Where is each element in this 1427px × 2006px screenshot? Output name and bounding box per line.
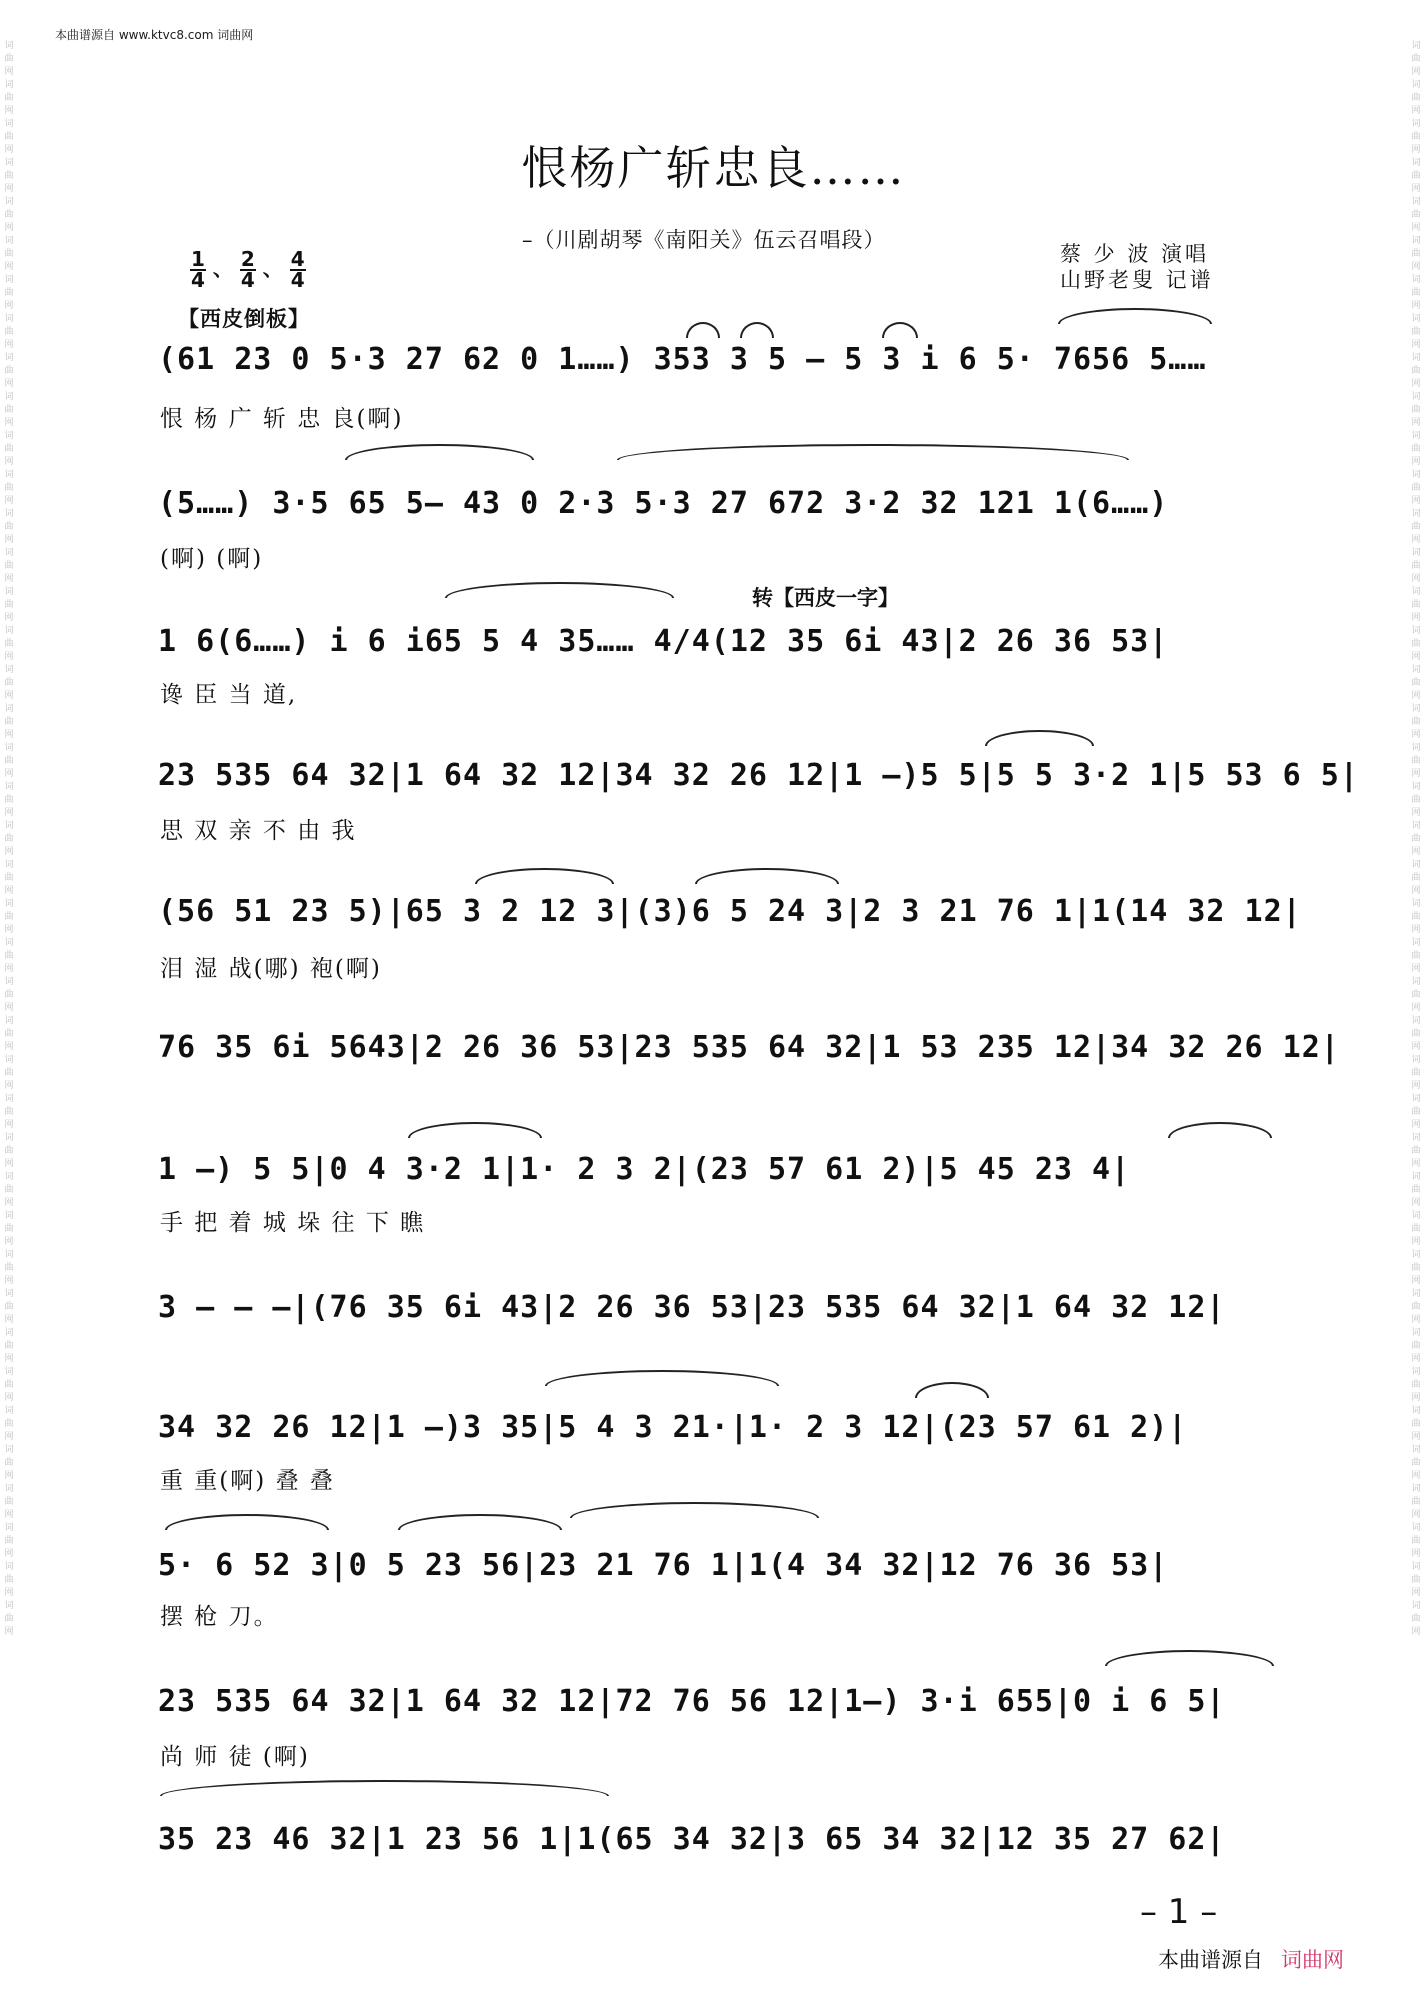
- slur: [1105, 1650, 1274, 1666]
- lyric-line-2: (啊) (啊): [160, 546, 264, 572]
- notation-line-6: 76 35 6i 5643|2 26 36 53|23 535 64 32|1 53 235 12|34 32 26 12|: [158, 1030, 1340, 1065]
- notation-line-1: (61 23 0 5·3 27 62 0 1……) 353 3 5 – 5 3 i 6 5· 7656 5……: [158, 342, 1207, 377]
- slur: [165, 1514, 329, 1530]
- slur: [617, 444, 1129, 460]
- slur: [686, 322, 720, 338]
- footer-text: 本曲谱源自: [1158, 1948, 1263, 1972]
- lyric-line-10: 摆 枪 刀。: [160, 1604, 279, 1630]
- slur: [545, 1370, 779, 1386]
- time-signatures: [190, 247, 306, 292]
- page-number: – 1 –: [1140, 1892, 1218, 1932]
- lyric-line-4: 思 双 亲 不 由 我: [160, 818, 357, 844]
- slur: [985, 730, 1094, 746]
- side-watermark-left: 词曲网词曲网词曲网词曲网词曲网词曲网词曲网词曲网词曲网词曲网词曲网词曲网词曲网词曲网词曲网词曲网词曲网词曲网词曲网词曲网词曲网词曲网词曲网词曲网词曲网词曲网词曲网词曲网词曲网词曲网词曲网词曲网词曲网词曲网词曲网词曲网词曲网词曲网词曲网词曲网词曲网: [4, 41, 14, 1637]
- footer-source: [1158, 1944, 1344, 1974]
- score-title: 恨杨广斩忠良……: [521, 141, 906, 195]
- section-change-label: 转【西皮一字】: [752, 586, 899, 610]
- lyric-line-5: 泪 湿 战(哪) 袍(啊): [160, 956, 382, 982]
- time-signature-3: $\frac{4}{4}$: [290, 247, 305, 292]
- side-watermark-right: 词曲网词曲网词曲网词曲网词曲网词曲网词曲网词曲网词曲网词曲网词曲网词曲网词曲网词曲网词曲网词曲网词曲网词曲网词曲网词曲网词曲网词曲网词曲网词曲网词曲网词曲网词曲网词曲网词曲网词曲网词曲网词曲网词曲网词曲网词曲网词曲网词曲网词曲网词曲网词曲网词曲网: [1411, 41, 1421, 1637]
- slur: [1058, 308, 1212, 324]
- notation-line-4: 23 535 64 32|1 64 32 12|34 32 26 12|1 –)5 5|5 5 3·2 1|5 53 6 5|: [158, 758, 1359, 793]
- slur: [1168, 1122, 1272, 1138]
- footer-brand-link[interactable]: 词曲网: [1281, 1948, 1344, 1972]
- slur: [398, 1514, 562, 1530]
- slur: [445, 582, 674, 598]
- slur: [915, 1382, 989, 1398]
- slur: [408, 1122, 542, 1138]
- notation-line-11: 23 535 64 32|1 64 32 12|72 76 56 12|1–) 3·i 655|0 i 6 5|: [158, 1684, 1226, 1719]
- transcriber-credit: 山野老叟 记谱: [1060, 268, 1214, 292]
- notation-line-8: 3 – – –|(76 35 6i 43|2 26 36 53|23 535 64 32|1 64 32 12|: [158, 1290, 1226, 1325]
- slur: [882, 322, 918, 338]
- notation-line-7: 1 –) 5 5|0 4 3·2 1|1· 2 3 2|(23 57 61 2)|5 45 23 4|: [158, 1152, 1131, 1187]
- score-subtitle: –（川剧胡琴《南阳关》伍云召唱段）: [522, 228, 886, 252]
- notation-line-3: 1 6(6……) i 6 i65 5 4 35…… 4/4(12 35 6i 43|2 26 36 53|: [158, 624, 1169, 659]
- notation-line-5: (56 51 23 5)|65 3 2 12 3|(3)6 5 24 3|2 3 21 76 1|1(14 32 12|: [158, 894, 1302, 929]
- notation-line-10: 5· 6 52 3|0 5 23 56|23 21 76 1|1(4 34 32|12 76 36 53|: [158, 1548, 1169, 1583]
- slur: [740, 322, 774, 338]
- lyric-line-7: 手 把 着 城 垛 往 下 瞧: [160, 1210, 426, 1236]
- source-header: 本曲谱源自 www.ktvc8.com 词曲网: [55, 28, 254, 42]
- slur: [695, 868, 839, 884]
- slur: [345, 444, 534, 460]
- meter-separator: 、: [262, 256, 283, 281]
- notation-line-9: 34 32 26 12|1 –)3 35|5 4 3 21·|1· 2 3 12|(23 57 61 2)|: [158, 1410, 1188, 1445]
- lyric-line-9: 重 重(啊) 叠 叠: [160, 1468, 335, 1494]
- notation-line-2: (5……) 3·5 65 5– 43 0 2·3 5·3 27 672 3·2 32 121 1(6……): [158, 486, 1169, 521]
- time-signature-1: $\frac{1}{4}$: [191, 247, 205, 292]
- slur: [160, 1780, 609, 1796]
- notation-line-12: 35 23 46 32|1 23 56 1|1(65 34 32|3 65 34 32|12 35 27 62|: [158, 1822, 1226, 1857]
- slur: [570, 1502, 819, 1518]
- section-label: 【西皮倒板】: [178, 307, 310, 331]
- lyric-line-11: 尚 师 徒 (啊): [160, 1744, 310, 1770]
- lyric-line-3: 谗 臣 当 道,: [160, 682, 298, 708]
- meter-separator: 、: [212, 256, 233, 281]
- slur: [475, 868, 614, 884]
- performer-credit: 蔡 少 波 演唱: [1060, 242, 1210, 266]
- lyric-line-1: 恨 杨 广 斩 忠 良(啊): [160, 406, 404, 432]
- time-signature-2: $\frac{2}{4}$: [240, 247, 255, 292]
